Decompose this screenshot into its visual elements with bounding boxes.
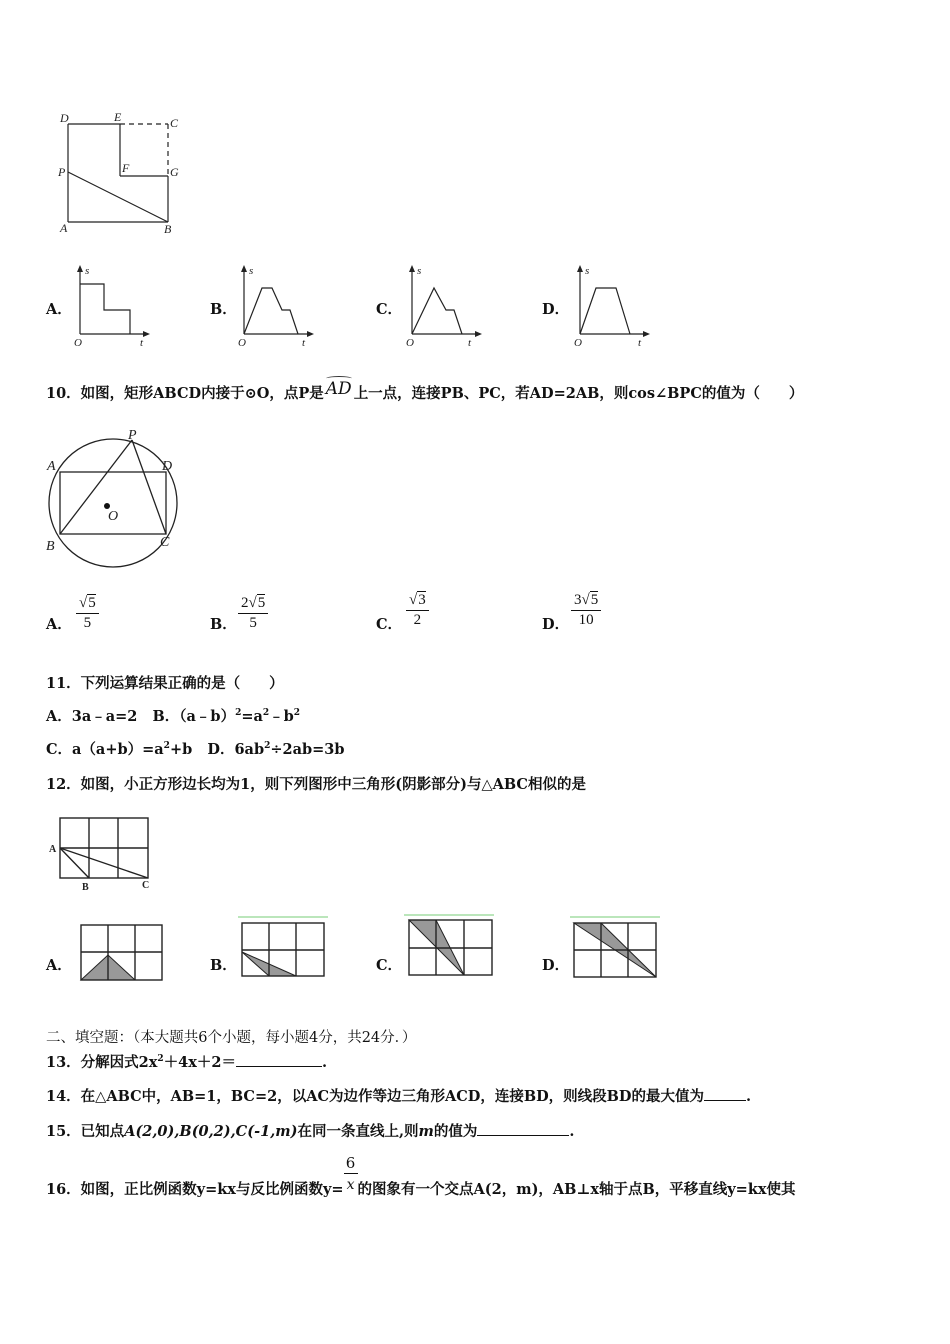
q9-option-d-label[interactable]: D．	[542, 301, 570, 318]
axis-s: s	[417, 265, 422, 277]
q12-figure-c	[402, 912, 496, 986]
origin: O	[74, 337, 82, 349]
q11-stem: 11．下列运算结果正确的是（ ）	[46, 675, 284, 692]
q10-option-a-value[interactable]: $\frac{√5}{5}$	[76, 595, 99, 632]
label-c: C	[142, 880, 150, 891]
radicand: 5	[590, 592, 599, 608]
q10-option-a-label[interactable]: A．	[46, 616, 72, 633]
q9-graph-d	[572, 262, 652, 350]
q9-graph-a	[72, 262, 152, 350]
q12-stem: 12．如图，小正方形边长均为1，则下列图形中三角形(阴影部分)与△ABC相似的是	[46, 776, 586, 793]
axis-s: s	[85, 265, 90, 277]
q16-frac-num: 6	[345, 1154, 356, 1172]
label-f: F	[122, 161, 130, 175]
axis-s: s	[585, 265, 590, 277]
q10-option-b-value[interactable]: $\frac{2√5}{5}$	[238, 595, 268, 632]
label-g: G	[170, 165, 179, 179]
q9-graph-c	[404, 262, 484, 350]
q16: 16．如图，正比例函数y=kx与反比例函数y= $\frac{6}{x}$ 的图象有一个交点A(2，m)，AB⊥x轴于点B，平移直线y=kx使其	[46, 1154, 796, 1198]
q9-option-a-label[interactable]: A．	[46, 301, 72, 318]
label-d: D	[60, 111, 69, 125]
q11-option-c[interactable]: C．$a(a+b)=a^2+b$	[46, 741, 193, 758]
label-c: C	[160, 535, 170, 550]
radicand: 5	[257, 595, 266, 611]
axis-s: s	[249, 265, 254, 277]
q10-arc	[324, 379, 354, 399]
q12-figure-a	[76, 918, 166, 986]
origin: O	[574, 337, 582, 349]
axis-t: t	[638, 337, 642, 349]
q9-option-c-label[interactable]: C．	[376, 301, 403, 318]
q13-answer-blank[interactable]	[236, 1066, 322, 1067]
q10-option-c-label[interactable]: C．	[376, 616, 403, 633]
q10-figure	[44, 430, 184, 568]
denominator: 2	[413, 612, 422, 628]
q14-answer-blank[interactable]	[704, 1100, 746, 1101]
label-p: P	[128, 430, 137, 443]
label-o: O	[108, 509, 119, 524]
q16-frac-den: x	[346, 1177, 355, 1193]
q11-option-a[interactable]: A．3a﹣a=2	[46, 708, 138, 725]
radicand: 5	[88, 595, 96, 611]
label-b: B	[164, 222, 172, 236]
label-a: A	[47, 459, 56, 474]
q15-answer-blank[interactable]	[477, 1135, 569, 1136]
q12-option-c-label[interactable]: C．	[376, 957, 403, 974]
q10-text-post: 上一点，连接PB、PC，若AD=2AB，则cos∠BPC的值为（ ）	[353, 385, 804, 402]
denominator: 10	[578, 612, 594, 628]
q10-option-d-label[interactable]: D．	[542, 616, 570, 633]
section-2-heading: 二、填空题：（本大题共6个小题，每小题4分，共24分．）	[46, 1030, 417, 1046]
q12-figure-d	[568, 914, 662, 986]
q15: 15．已知点A(2,0),B(0,2),C(-1,m)在同一条直线上,则m的值为 .	[46, 1123, 575, 1140]
q11-option-d[interactable]: D．$6ab^2\div 2ab=3b$	[207, 741, 345, 758]
q12-figure	[44, 812, 164, 892]
label-d: D	[162, 459, 173, 474]
q12-option-b-label[interactable]: B．	[210, 957, 237, 974]
coef: 2	[241, 595, 249, 611]
label-e: E	[114, 110, 122, 124]
q10-text-pre: 10．如图，矩形ABCD内接于⊙O，点P是	[46, 385, 324, 402]
q10-stem	[46, 379, 804, 403]
q10-option-b-label[interactable]: B．	[210, 616, 237, 633]
q9-figure	[52, 110, 192, 240]
coef: 3	[574, 592, 582, 608]
denominator: 5	[249, 615, 257, 631]
q9-option-b-label[interactable]: B．	[210, 301, 237, 318]
q12-figure-b	[236, 914, 330, 986]
origin: O	[406, 337, 414, 349]
q9-graph-b	[236, 262, 316, 350]
radicand: 3	[418, 592, 426, 608]
label-p: P	[58, 165, 66, 179]
origin: O	[238, 337, 246, 349]
q11-line-2	[46, 738, 345, 759]
axis-t: t	[140, 337, 144, 349]
label-c: C	[170, 116, 179, 130]
axis-t: t	[302, 337, 306, 349]
q14: 14．在△ABC中，AB=1，BC=2，以AC为边作等边三角形ACD，连接BD，则线段BD的最大值为 .	[46, 1088, 752, 1105]
q10-option-c-value[interactable]: $\frac{√3}{2}$	[406, 592, 429, 629]
q12-option-d-label[interactable]: D．	[542, 957, 570, 974]
label-b: B	[82, 882, 89, 892]
label-a: A	[49, 844, 57, 855]
denominator: 5	[83, 615, 92, 631]
q12-option-a-label[interactable]: A．	[46, 957, 72, 974]
q11-option-b[interactable]: B．$(a﹣b)^2=a^2﹣b^2$	[152, 708, 301, 725]
q10-option-d-value[interactable]: $\frac{3√5}{10}$	[571, 592, 601, 629]
axis-t: t	[468, 337, 472, 349]
q10-arc-label: AD	[325, 379, 352, 399]
q11-line-1	[46, 705, 300, 726]
q13: 13．分解因式$2x^2+4x+2=$ .	[46, 1054, 328, 1071]
label-a: A	[60, 221, 68, 235]
label-b: B	[46, 539, 55, 554]
